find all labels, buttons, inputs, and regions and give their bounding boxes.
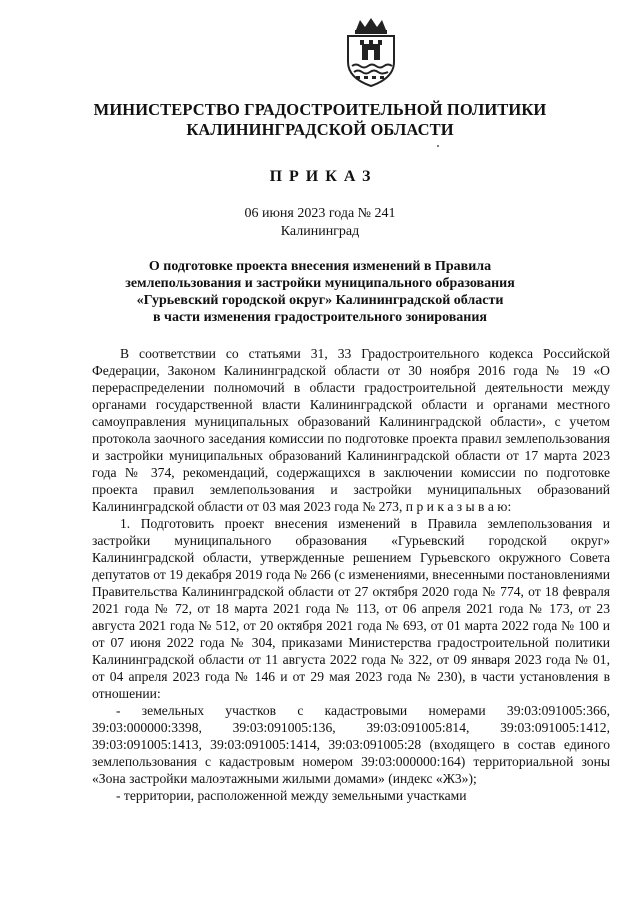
order-subject: [0, 258, 640, 326]
subject-line-4: в части изменения градостроительного зонирования: [153, 310, 487, 325]
dash-item-2: - территории, расположенной между земельными участками: [116, 788, 467, 803]
order-title: ПРИКАЗ: [269, 168, 378, 185]
subject-line-2: землепользования и застройки муниципального образования: [125, 276, 515, 291]
item-1-paragraph: 1. Подготовить проект внесения изменений в Правила землепользования и застройки муниципального образования «Гурьевский городской округ» Калининградской области, утвержденные решением Гурьевского окружного Совета депутатов от 19 декабря 2019 года № 266 (с изменениями, внесенными постановлениями Правительства Калининградской области от 27 октября 2020 года № 774, от 18 февраля 2021 года № 72, от 18 марта 2021 года № 113, от 06 апреля 2021 года № 173, от 23 августа 2021 года № 512, от 20 октября 2021 года № 693, от 01 марта 2022 года № 100 и от 07 июня 2022 года № 304, приказами Министерства градостроительной политики Калининградской области от 11 августа 2022 года № 322, от 09 января 2023 года № 01, от 04 апреля 2023 года № 146 и от 29 мая 2023 года № 230), в части установления в отношении:: [92, 516, 610, 701]
order-city: Калининград: [280, 224, 360, 239]
ministry-line-2: КАЛИНИНГРАДСКОЙ ОБЛАСТИ: [186, 120, 454, 139]
ministry-line-1: МИНИСТЕРСТВО ГРАДОСТРОИТЕЛЬНОЙ ПОЛИТИКИ: [93, 100, 547, 119]
preamble-paragraph: В соответствии со статьями 31, 33 Градостроительного кодекса Российской Федерации, Законом Калининградской области от 30 ноября 2016 года № 19 «О перераспределении полномочий в области градостроительной деятельности между органами государственной власти Калининградской области и органами местного самоуправления муниципальных образований Калининградской области», с учетом протокола заочного заседания комиссии по подготовке проекта правил землепользования и застройки муниципальных образований Калининградской области от 17 марта 2023 года № 374, рекомендаций, содержащихся в заключении комиссии по подготовке проекта правил землепользования и застройки муниципальных образований Калининградской области от 03 мая 2023 года № 273, п р и к а з ы в а ю:: [92, 346, 610, 514]
subject-line-1: О подготовке проекта внесения изменений в Правила: [148, 259, 492, 274]
order-date-number: 06 июня 2023 года № 241: [244, 206, 396, 221]
dash-item-1: - земельных участков с кадастровыми номерами 39:03:091005:366, 39:03:000000:3398, 39:03:091005:136, 39:03:091005:814, 39:03:091005:1412, 39:03:091005:1413, 39:03:091005:1414, 39:03:091005:28 (входящего в состав единого землепользования с кадастровым номером 39:03:000000:164) территориальной зоны «Зона застройки малоэтажными жилыми домами» (индекс «Ж3»);: [92, 703, 610, 786]
scan-speck: [437, 145, 439, 147]
order-body: [92, 345, 610, 804]
coat-of-arms-icon: [342, 16, 400, 88]
ministry-name: [0, 100, 640, 140]
subject-line-3: «Гурьевский городской округ» Калининградской области: [136, 293, 504, 308]
